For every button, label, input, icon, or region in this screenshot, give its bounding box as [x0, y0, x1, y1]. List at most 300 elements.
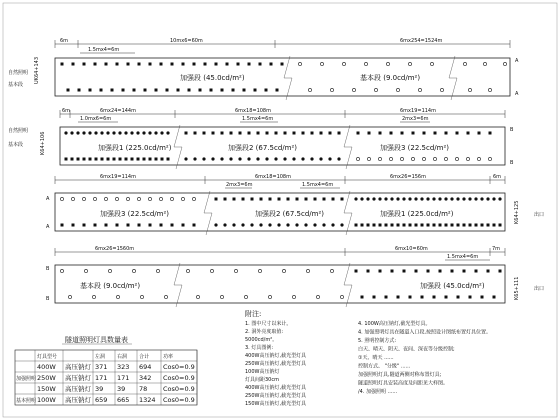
strip1-zone-2: 基本段 (9.0cd/m²) [360, 74, 421, 82]
note-line-right: 控制方式、 "分级" ...... [358, 363, 411, 370]
lamp-marker [76, 131, 79, 134]
lamp-marker [391, 224, 394, 227]
lamp-marker [159, 197, 162, 200]
lamp-marker [373, 296, 376, 299]
lamp-marker [487, 224, 490, 227]
lamp-marker [477, 157, 480, 160]
lamp-marker [238, 157, 241, 160]
lamp-marker [427, 224, 430, 227]
strip3-exit: 出口 [534, 212, 545, 218]
strip2-zone-3: 加强段3 (22.5cd/m²) [380, 144, 450, 152]
lamp-marker [361, 224, 364, 227]
lamp-marker [108, 269, 111, 272]
strip1-dim-1: 6m [60, 38, 69, 44]
lamp-marker [149, 224, 152, 227]
lamp-marker [100, 89, 103, 92]
strip1-end-a2: A [515, 91, 519, 97]
strip2-side-2: 基本段 [8, 142, 24, 148]
table-cell: 高压钠灯 [65, 396, 91, 404]
lamp-marker [137, 197, 140, 200]
note-line: 250W高压钠灯,截光型灯具 [245, 393, 307, 399]
table-group-label: 基本照明 [16, 398, 37, 404]
lamp-marker [224, 198, 227, 201]
lamp-marker [412, 132, 415, 135]
note-line: 1. 图中尺寸以米计。 [245, 321, 292, 327]
note-line-right: 4. 加强照明灯具在隧道入口段,按照设计图纸布置灯具位置。 [358, 329, 491, 336]
lamp-marker [292, 295, 295, 298]
lamp-marker [367, 157, 370, 160]
lamp-marker [455, 157, 458, 160]
lamp-marker [212, 132, 215, 135]
lamp-marker [423, 132, 426, 135]
lamp-marker [214, 223, 217, 226]
table-title: 隧道照明灯具数量表 [65, 336, 128, 344]
lamp-marker [450, 197, 453, 200]
lamp-marker [92, 295, 95, 298]
lamp-marker [415, 270, 418, 273]
lamp-marker [118, 131, 121, 134]
lamp-marker [361, 296, 364, 299]
lamp-marker [488, 88, 491, 91]
lamp-marker [116, 224, 119, 227]
lamp-marker [68, 295, 71, 298]
lamp-marker [374, 88, 377, 91]
lamp-marker [341, 198, 344, 201]
lamp-marker [433, 157, 436, 160]
lamp-marker [478, 132, 481, 135]
lamp-marker [126, 197, 129, 200]
lamp-marker [241, 223, 244, 226]
lamp-marker [193, 63, 196, 66]
lamp-marker [372, 197, 375, 200]
strip2-dim-3: 6mx18=108m [235, 108, 271, 114]
lamp-marker [422, 157, 425, 160]
strip4-dim-2: 6mx10=60m [395, 246, 428, 252]
lamp-marker [171, 63, 174, 66]
table-cell: 371 [95, 363, 108, 371]
lamp-marker [270, 63, 273, 66]
lamp-marker [275, 132, 278, 135]
lamp-marker [211, 157, 214, 160]
lamp-marker [94, 63, 97, 66]
strip4-dim-small: 1.5mx4=6m [447, 254, 479, 260]
lamp-marker [116, 295, 119, 298]
lamp-marker [386, 62, 389, 65]
lamp-marker [400, 157, 403, 160]
lamp-marker [304, 223, 307, 226]
lamp-marker [215, 198, 218, 201]
lamp-marker [457, 296, 460, 299]
lamp-marker [229, 157, 232, 160]
lamp-marker [82, 197, 85, 200]
table-cell: 78 [139, 385, 148, 393]
lamp-marker [61, 63, 64, 66]
lamp-marker [136, 131, 139, 134]
strip4-dim-3: 7m [492, 246, 501, 252]
lamp-marker [182, 63, 185, 66]
lamp-marker [302, 132, 305, 135]
lamp-marker [184, 157, 187, 160]
lamp-marker [77, 158, 80, 161]
strip2-dim-1: 6m [62, 108, 71, 114]
lamp-marker [287, 198, 290, 201]
lamp-marker [101, 158, 104, 161]
lamp-marker [364, 62, 367, 65]
strip4-zone-2: 加强段 (45.0cd/m²) [420, 282, 485, 290]
lamp-marker [107, 158, 110, 161]
table-cell: 高压钠灯 [65, 363, 91, 371]
lamp-marker [379, 132, 382, 135]
lamp-marker [192, 197, 195, 200]
note-line-right: ①天、晴天 ...... [358, 355, 394, 361]
lamp-marker [230, 132, 233, 135]
lamp-marker [133, 89, 136, 92]
lamp-marker [408, 62, 411, 65]
strip4-end-b2: B [46, 296, 50, 302]
lamp-marker [391, 270, 394, 273]
table-cell: 39 [95, 385, 104, 393]
note-line-right: 5. 照明控制方式: [358, 338, 397, 344]
lamp-marker [298, 62, 301, 65]
strip1-dim-3: 6mx254=1524m [400, 38, 443, 44]
lamp-marker [164, 295, 167, 298]
lamp-marker [481, 296, 484, 299]
lamp-marker [119, 158, 122, 161]
lamp-marker [378, 157, 381, 160]
lamp-marker [489, 132, 492, 135]
lamp-marker [167, 158, 170, 161]
lamp-marker [293, 132, 296, 135]
lamp-marker [466, 157, 469, 160]
lamp-marker [367, 224, 370, 227]
strip3-dim-2: 6mx18=108m [255, 174, 291, 180]
lamp-marker [438, 197, 441, 200]
lamp-marker [440, 88, 443, 91]
lamp-marker [430, 62, 433, 65]
lamp-marker [188, 89, 191, 92]
table-cell: 400W [37, 363, 56, 371]
table-cell: 高压钠灯 [65, 385, 91, 393]
lamp-marker [451, 224, 454, 227]
strip4-dim-1: 6mx26=1560m [95, 246, 135, 252]
lamp-marker [488, 157, 491, 160]
note-line: 5000cd/m²。 [245, 337, 278, 343]
lamp-marker [486, 197, 489, 200]
note-line: 2. 洞外亮度取值: [245, 329, 284, 335]
lamp-marker [445, 132, 448, 135]
lamp-marker [60, 269, 63, 272]
lamp-marker [113, 158, 116, 161]
lamp-marker [210, 269, 213, 272]
lamp-marker [475, 224, 478, 227]
strip-4 [46, 246, 544, 307]
note-line: 100W高压钠灯 [245, 369, 280, 375]
lamp-marker [284, 132, 287, 135]
lamp-marker [244, 295, 247, 298]
lamp-marker [67, 89, 70, 92]
lamp-marker [418, 88, 421, 91]
lamp-marker [237, 63, 240, 66]
lamp-marker [239, 132, 242, 135]
table-cell: 39 [117, 385, 126, 393]
lamp-marker [414, 197, 417, 200]
lamp-marker [397, 224, 400, 227]
lamp-marker [247, 157, 250, 160]
lamp-marker [250, 223, 253, 226]
lamp-marker [415, 224, 418, 227]
note-line: 400W高压钠灯,截光型灯具 [245, 385, 307, 391]
lamp-marker [149, 63, 152, 66]
lamp-marker [259, 63, 262, 66]
lamp-marker [258, 269, 261, 272]
lamp-marker [390, 197, 393, 200]
lamp-marker [268, 295, 271, 298]
strip-3 [46, 174, 544, 235]
lamp-marker [124, 131, 127, 134]
lamp-marker [132, 269, 135, 272]
lamp-marker [433, 224, 436, 227]
lamp-marker [308, 88, 311, 91]
lamp-marker [266, 132, 269, 135]
lamp-marker [330, 269, 333, 272]
lamp-marker [182, 224, 185, 227]
lamp-marker [181, 197, 184, 200]
lamp-marker [468, 88, 471, 91]
lamp-marker [265, 89, 268, 92]
table-grid [15, 350, 197, 405]
lamp-marker [82, 131, 85, 134]
strip2-dim-small-2: 1.5mx4=6m [242, 116, 274, 122]
table-cell: 323 [117, 363, 130, 371]
lamp-marker [305, 198, 308, 201]
lamp-marker [283, 157, 286, 160]
lamp-marker [170, 197, 173, 200]
lamp-marker [354, 197, 357, 200]
lamp-marker [233, 198, 236, 201]
lamp-marker [160, 224, 163, 227]
lamp-marker [194, 132, 197, 135]
lamp-marker [397, 296, 400, 299]
table-cell: 694 [139, 363, 152, 371]
lamp-marker [403, 270, 406, 273]
lamp-marker [71, 197, 74, 200]
lamp-marker [161, 158, 164, 161]
lamp-marker [166, 131, 169, 134]
strip3-dim-4: 6m [493, 174, 502, 180]
table-cell: Cos0=0.9 [163, 363, 195, 371]
strip1-side-2: 基本段 [8, 82, 24, 88]
strip-1 [8, 38, 519, 100]
lamp-marker [360, 197, 363, 200]
lamp-marker [248, 132, 251, 135]
lamp-marker [396, 197, 399, 200]
lamp-marker [60, 197, 63, 200]
table-cell: 659 [95, 396, 108, 404]
lamp-marker [487, 270, 490, 273]
lamp-marker [199, 89, 202, 92]
lamp-marker [469, 296, 472, 299]
lamp-marker [155, 89, 158, 92]
strip1-lamps [61, 62, 507, 91]
lamp-marker [467, 132, 470, 135]
strip2-end-b2: B [510, 160, 514, 166]
lamp-marker [144, 89, 147, 92]
lamp-marker [186, 269, 189, 272]
lamp-marker [220, 295, 223, 298]
lamp-marker [401, 132, 404, 135]
lamp-marker [421, 224, 424, 227]
lamp-marker [137, 158, 140, 161]
lamp-marker [313, 223, 316, 226]
lamp-marker [232, 89, 235, 92]
lamp-marker [396, 88, 399, 91]
lamp-marker [171, 224, 174, 227]
strip2-dim-2: 6mx24=144m [100, 108, 136, 114]
lamp-marker [112, 131, 115, 134]
lamp-marker [72, 63, 75, 66]
table-header-cell: 功率 [163, 354, 174, 360]
lamp-marker [368, 132, 371, 135]
lamp-marker [456, 197, 459, 200]
lamp-marker [140, 295, 143, 298]
lamp-marker [116, 63, 119, 66]
lamp-marker [61, 224, 64, 227]
strip1-dim-small: 1.5mx4=6m [88, 47, 120, 53]
lamp-marker [373, 224, 376, 227]
lamp-marker [306, 269, 309, 272]
lamp-marker [106, 131, 109, 134]
table-cell: 665 [117, 396, 130, 404]
table-cell: 171 [117, 374, 130, 382]
strip3-dim-small-1: 2mx3=6m [226, 182, 253, 188]
table-cell: Cos0=0.9 [163, 396, 195, 404]
lamp-marker [210, 89, 213, 92]
table-cell: 250W [37, 374, 56, 382]
strip3-zone-2: 加强段2 (67.5cd/m²) [255, 210, 325, 218]
lamp-marker [463, 224, 466, 227]
table-cell: 100W [37, 396, 56, 404]
lamp-marker [385, 296, 388, 299]
lamp-marker [444, 197, 447, 200]
strip3-end-a2: A [46, 224, 50, 230]
lamp-marker [93, 197, 96, 200]
notes-left [245, 320, 307, 407]
lamp-marker [403, 224, 406, 227]
lamp-marker [138, 224, 141, 227]
lamp-marker [301, 157, 304, 160]
lamp-marker [463, 62, 466, 65]
note-line: 3. 灯具图例: [245, 345, 274, 351]
lamp-marker [269, 198, 272, 201]
strip1-zone-1: 加强段 (45.0cd/m²) [180, 74, 245, 82]
table-cell: 150W [37, 385, 56, 393]
lamp-marker [357, 132, 360, 135]
note-line-right: 4. 100W高压钠灯,截光型灯具。 [358, 321, 431, 327]
lamp-marker [384, 197, 387, 200]
lamp-marker [105, 63, 108, 66]
lamp-marker [475, 270, 478, 273]
note-line-right: 加强照明灯具,隧道两侧对称布置灯具; [358, 372, 442, 378]
lamp-marker [311, 132, 314, 135]
notes-title: 附注: [245, 310, 262, 318]
lamp-marker [385, 224, 388, 227]
lamp-marker [331, 223, 334, 226]
note-line: 250W高压钠灯,截光型灯具 [245, 361, 307, 367]
lamp-marker [202, 157, 205, 160]
lamp-marker [389, 157, 392, 160]
lamp-marker [379, 224, 382, 227]
lamp-marker [83, 63, 86, 66]
lamp-marker [340, 295, 343, 298]
strip2-zone-1: 加强段1 (225.0cd/m²) [98, 144, 172, 152]
table-group-label: 加强照明 [16, 376, 37, 382]
lamp-marker [483, 62, 486, 65]
lamp-marker [503, 62, 506, 65]
lamp-marker [94, 131, 97, 134]
strip4-station: K65+111 [514, 276, 520, 300]
strip2-zone-2: 加强段2 (67.5cd/m²) [228, 144, 298, 152]
lamp-marker [83, 224, 86, 227]
lamp-marker [148, 131, 151, 134]
lamp-marker [100, 131, 103, 134]
lamp-marker [257, 132, 260, 135]
lamp-marker [148, 197, 151, 200]
lamp-marker [70, 131, 73, 134]
lamp-marker [243, 89, 246, 92]
lamp-marker [295, 223, 298, 226]
lamp-marker [160, 63, 163, 66]
lamp-marker [154, 131, 157, 134]
lamp-marker [248, 63, 251, 66]
strip3-zone-1: 加强段3 (22.5cd/m²) [100, 210, 170, 218]
lamp-marker [338, 132, 341, 135]
lamp-marker [462, 197, 465, 200]
lamp-marker [320, 62, 323, 65]
fixture-table [15, 335, 197, 405]
lamp-marker [72, 224, 75, 227]
lamp-marker [330, 88, 333, 91]
lamp-marker [409, 296, 412, 299]
lamp-marker [185, 132, 188, 135]
strip2-end-b1: B [510, 127, 514, 133]
lamp-marker [468, 197, 471, 200]
strip-2 [8, 108, 514, 169]
lamp-marker [138, 63, 141, 66]
lamp-marker [409, 224, 412, 227]
lamp-marker [268, 223, 271, 226]
lamp-marker [282, 269, 285, 272]
lamp-marker [493, 296, 496, 299]
lamp-marker [434, 132, 437, 135]
note-line-right: 隧道照明灯具安装高度及间距见大样图。 [358, 380, 449, 387]
lamp-marker [89, 89, 92, 92]
lamp-marker [221, 89, 224, 92]
lamp-marker [143, 158, 146, 161]
lamp-marker [88, 131, 91, 134]
lamp-marker [445, 296, 448, 299]
lamp-marker [155, 158, 158, 161]
lamp-marker [193, 224, 196, 227]
lamp-marker [432, 197, 435, 200]
lamp-marker [111, 89, 114, 92]
lamp-marker [276, 89, 279, 92]
strip2-dim-small-1: 1.0mx6=6m [80, 116, 112, 122]
lamp-marker [456, 132, 459, 135]
strip4-end-b1: B [46, 266, 50, 272]
lamp-marker [160, 131, 163, 134]
lamp-marker [319, 157, 322, 160]
lamp-marker [104, 197, 107, 200]
